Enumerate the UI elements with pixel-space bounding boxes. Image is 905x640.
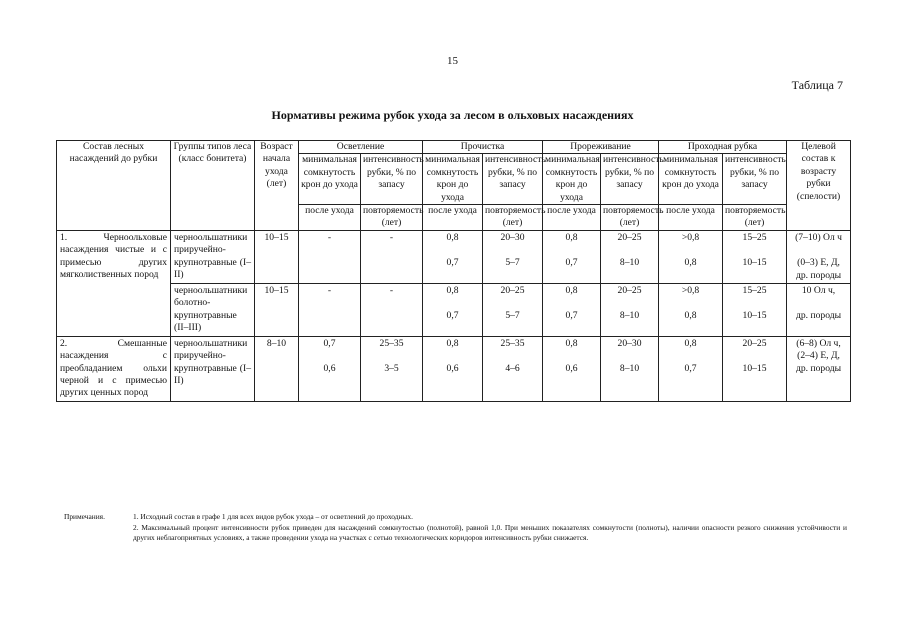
value-cell: 0,8 0,7 [543, 230, 601, 283]
forest-group-cell: черноольшатники приручейно-крупнотравные (I–II) [171, 230, 255, 283]
value-cell: 0,8 0,7 [659, 336, 723, 401]
target-composition-cell: 10 Ол ч, др. породы [787, 284, 851, 337]
header-osvetlenie: Осветление [299, 141, 423, 154]
value-cell: 0,8 0,7 [423, 230, 483, 283]
forest-group-cell: черноольшатники болотно-крупнотравные (II–III) [171, 284, 255, 337]
value-cell: 0,8 0,6 [543, 336, 601, 401]
value-cell: 25–35 3–5 [361, 336, 423, 401]
header-after: после ухода [423, 205, 483, 231]
header-after: после ухода [299, 205, 361, 231]
header-intensity: интенсивность рубки, % по запасу [361, 154, 423, 205]
value-cell: 15–25 10–15 [723, 230, 787, 283]
value-cell: 15–25 10–15 [723, 284, 787, 337]
target-composition-cell: (7–10) Ол ч (0–3) Е, Д, др. породы [787, 230, 851, 283]
header-min-density: минимальная сомкнутость крон до ухода [423, 154, 483, 205]
header-composition: Состав лесных насаждений до рубки [57, 141, 171, 231]
value-cell: 0,8 0,7 [543, 284, 601, 337]
composition-cell: 1. Черноольховые насаждения чистые и с примесью других мягколиственных пород [57, 230, 171, 336]
page-number: 15 [447, 55, 458, 67]
header-min-density: минимальная сомкнутость крон до ухода [659, 154, 723, 205]
value-cell: 20–25 8–10 [601, 230, 659, 283]
header-repeat: повторяемость (лет) [601, 205, 659, 231]
header-after: после ухода [659, 205, 723, 231]
value-cell: 25–35 4–6 [483, 336, 543, 401]
value-cell: >0,8 0,8 [659, 230, 723, 283]
header-prokhodnaya: Проходная рубка [659, 141, 787, 154]
value-cell: - [299, 284, 361, 337]
document-title: Нормативы режима рубок ухода за лесом в ольховых насаждениях [271, 108, 634, 122]
value-cell: - [361, 284, 423, 337]
target-composition-cell: (6–8) Ол ч, (2–4) Е, Д, др. породы [787, 336, 851, 401]
value-cell: 20–25 10–15 [723, 336, 787, 401]
value-cell: 0,8 0,6 [423, 336, 483, 401]
table-row [57, 230, 851, 283]
header-forest-group: Группы типов леса (класс бонитета) [171, 141, 255, 231]
norms-table [56, 140, 851, 402]
header-min-density: минимальная сомкнутость крон до ухода [543, 154, 601, 205]
header-prorezhivanie: Прореживание [543, 141, 659, 154]
value-cell: 20–30 8–10 [601, 336, 659, 401]
header-repeat: повторяемость (лет) [483, 205, 543, 231]
forest-group-cell: черноольшатники приручейно-крупнотравные (I–II) [171, 336, 255, 401]
header-intensity: интенсивность рубки, % по запасу [723, 154, 787, 205]
value-cell: 0,7 0,6 [299, 336, 361, 401]
value-cell: - [361, 230, 423, 283]
value-cell: 20–25 8–10 [601, 284, 659, 337]
header-row-1 [57, 141, 851, 154]
note-item: 1. Исходный состав в графе 1 для всех видов рубок ухода – от осветлений до проходных. [133, 512, 413, 521]
composition-cell: 2. Смешанные насаждения с преобладанием ольхи черной и с примесью других ценных пород [57, 336, 171, 401]
value-cell: 0,8 0,7 [423, 284, 483, 337]
header-min-density: минимальная сомкнутость крон до ухода [299, 154, 361, 205]
header-start-age: Возраст начала ухода (лет) [255, 141, 299, 231]
header-target-composition: Целевой состав к возрасту рубки (спелости) [787, 141, 851, 231]
notes-label: Примечания. [64, 512, 105, 521]
value-cell: - [299, 230, 361, 283]
header-intensity: интенсивность рубки, % по запасу [601, 154, 659, 205]
header-prochistka: Прочистка [423, 141, 543, 154]
start-age-cell: 8–10 [255, 336, 299, 401]
start-age-cell: 10–15 [255, 284, 299, 337]
start-age-cell: 10–15 [255, 230, 299, 283]
table-row [57, 284, 851, 337]
note-item: 2. Максимальный процент интенсивности рубок приведен для насаждений сомкнутостью (полнотой), равной 1,0. При меньших показателях сомкнутости (полноты), наличии опасности резкого снижения устойчивости и других неблагоприятных условиях, а также проведении ухода на участках с сетью технологических коридоров интенсивность рубки снижается. [133, 522, 847, 542]
header-repeat: повторяемость (лет) [723, 205, 787, 231]
value-cell: 20–30 5–7 [483, 230, 543, 283]
header-intensity: интенсивность рубки, % по запасу [483, 154, 543, 205]
header-after: после ухода [543, 205, 601, 231]
value-cell: 20–25 5–7 [483, 284, 543, 337]
table-label: Таблица 7 [791, 78, 843, 92]
value-cell: >0,8 0,8 [659, 284, 723, 337]
table-row [57, 336, 851, 401]
header-repeat: повторяемость (лет) [361, 205, 423, 231]
